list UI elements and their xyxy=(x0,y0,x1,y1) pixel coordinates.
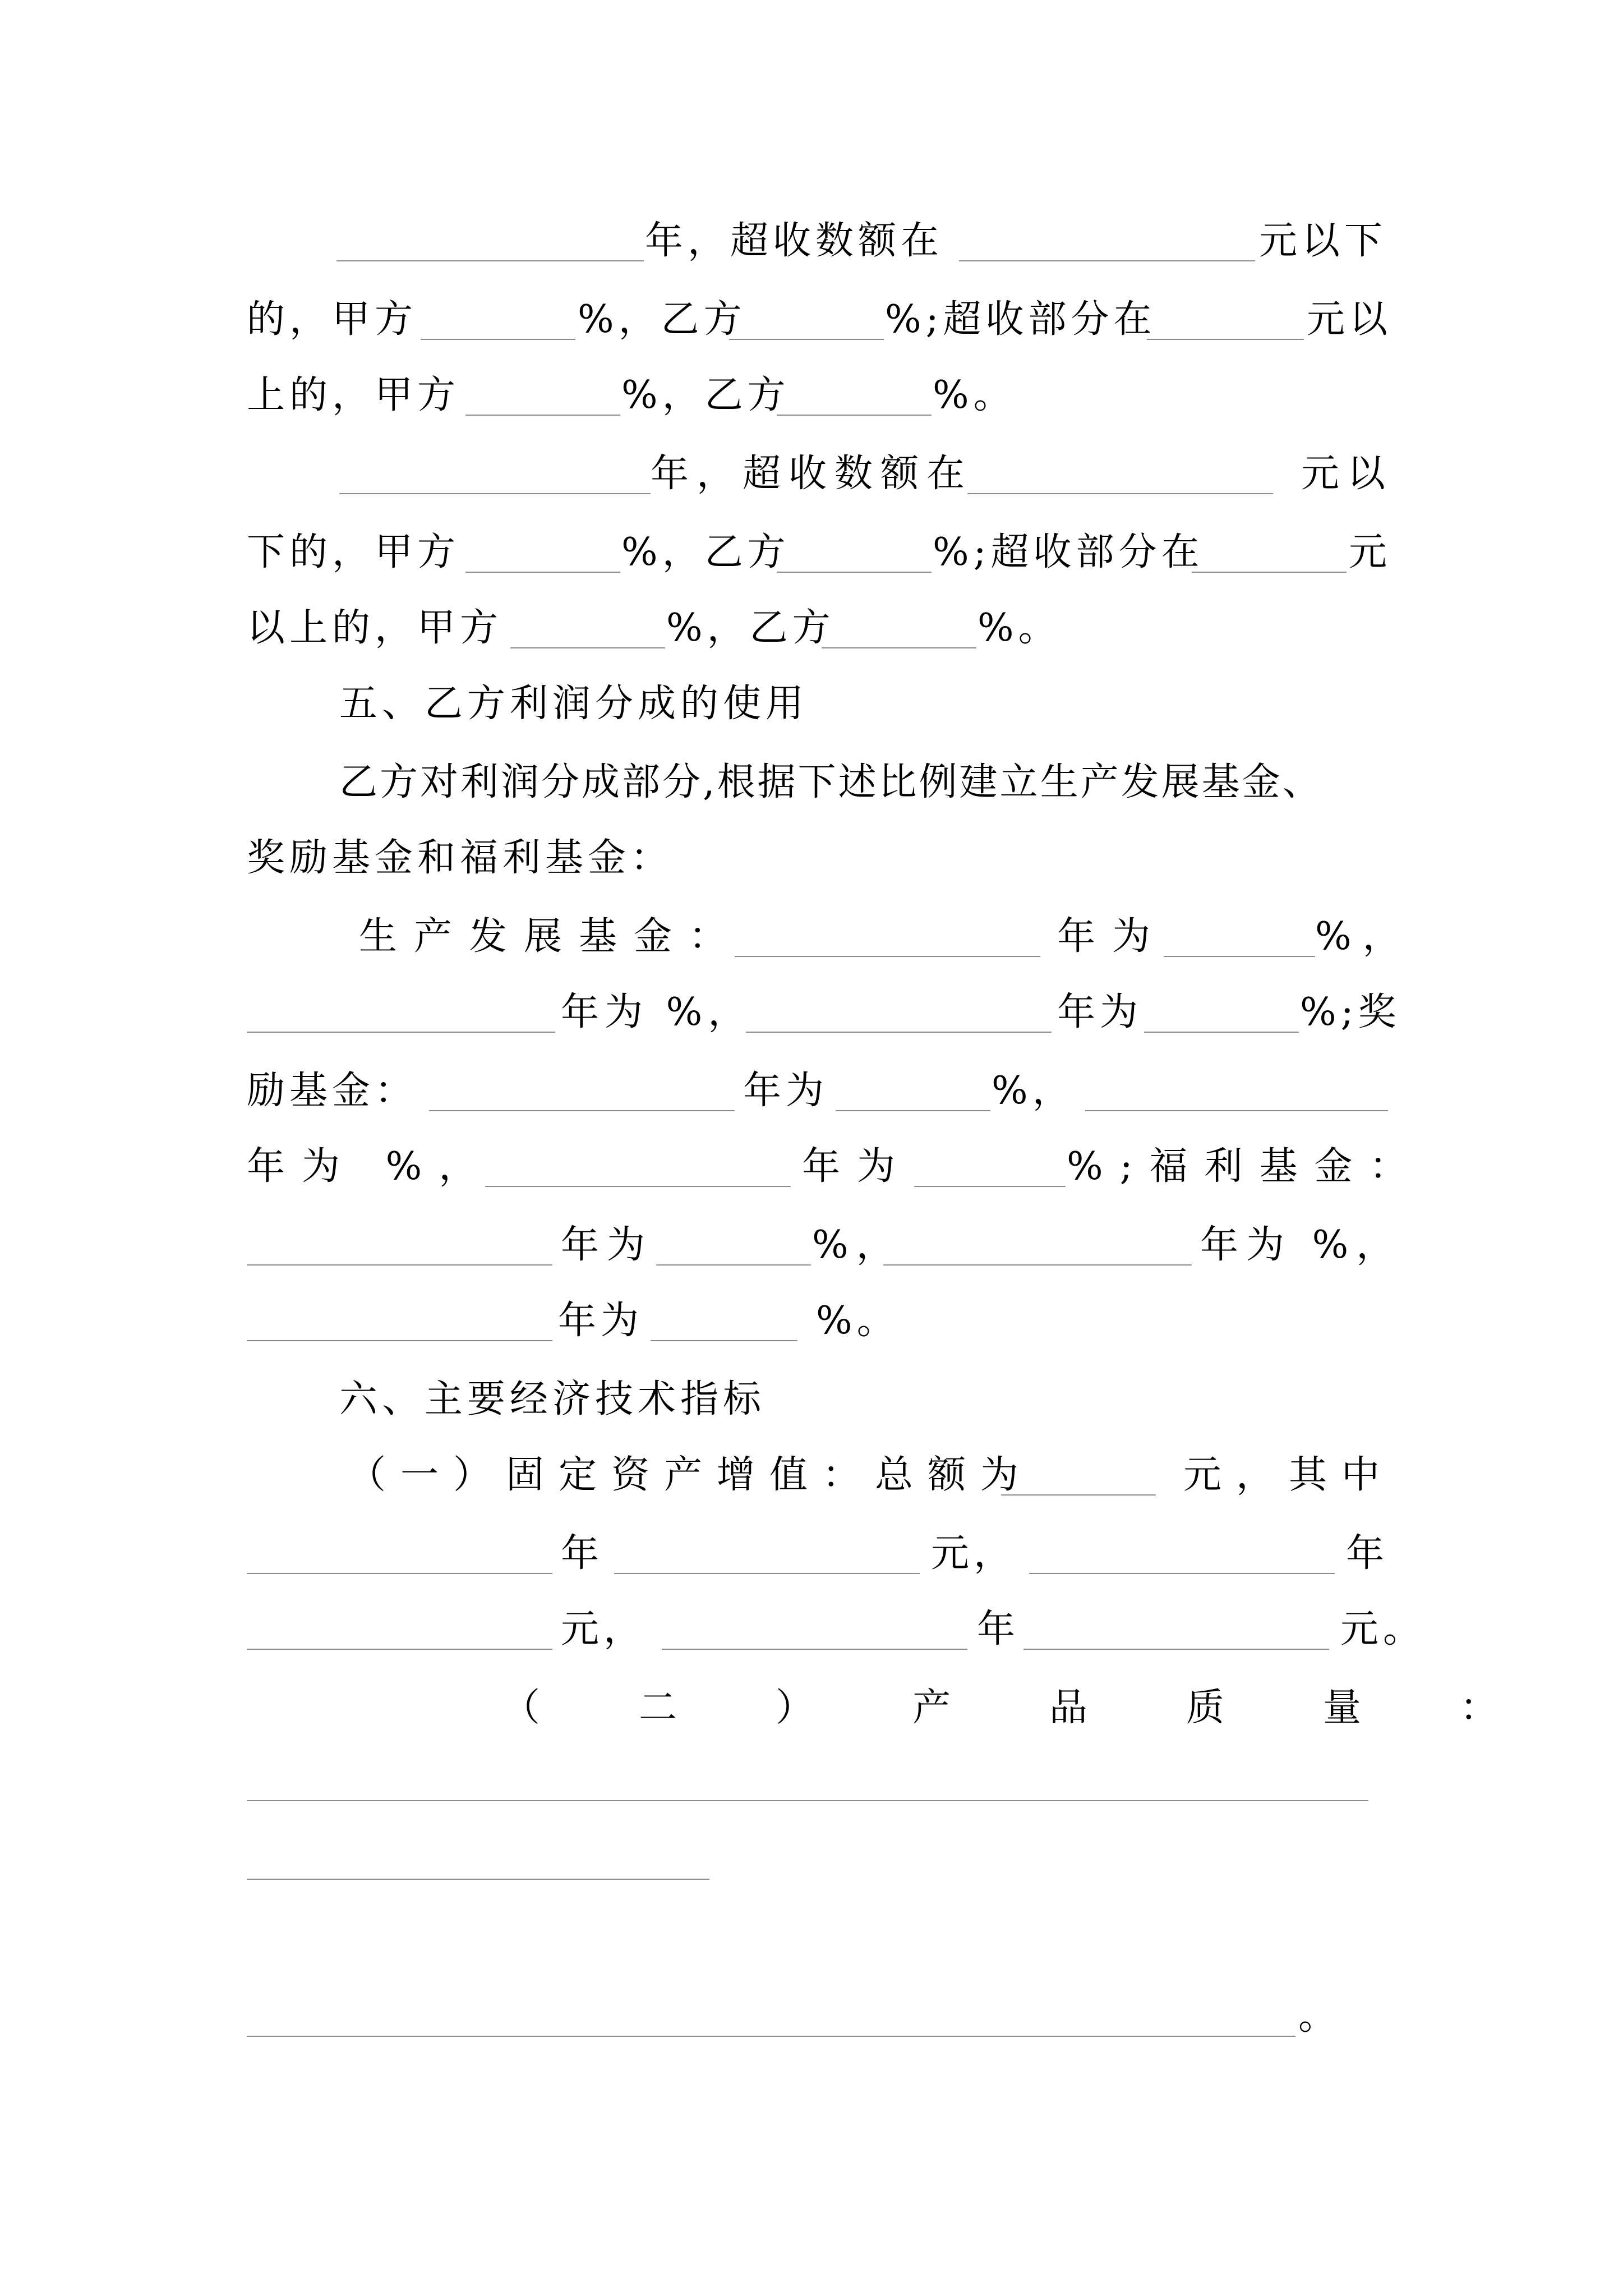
text-run: 上的，甲方 xyxy=(247,373,460,417)
answer-line[interactable] xyxy=(0,1826,729,1893)
text-run: %， xyxy=(1315,914,1412,959)
fill-blank[interactable] xyxy=(1085,1044,1388,1111)
fill-blank[interactable] xyxy=(247,1274,552,1341)
text-run: 励基金： xyxy=(247,1069,418,1113)
fill-blank[interactable] xyxy=(247,1812,709,1880)
fill-blank[interactable] xyxy=(1029,1507,1335,1574)
text-run: %。 xyxy=(933,373,1016,417)
fill-blank[interactable] xyxy=(777,348,932,416)
text-run: %， xyxy=(812,1223,902,1267)
text-run: 元，其中 xyxy=(1183,1453,1395,1497)
text-run: 。 xyxy=(1298,1994,1337,2039)
fill-blank[interactable] xyxy=(651,1274,797,1341)
fill-blank[interactable] xyxy=(656,1198,811,1266)
text-run: %， xyxy=(992,1069,1075,1113)
text-run: 年为 xyxy=(558,1299,644,1343)
fill-blank[interactable] xyxy=(883,1198,1192,1266)
text-run: 奖励基金和福利基金： xyxy=(247,836,674,880)
text-run: %。 xyxy=(978,606,1061,650)
text-run: 年为 xyxy=(561,1223,653,1267)
text-run: 乙方对利润分成部分,根据下述比例建立生产发展基金、 xyxy=(339,760,1323,804)
fill-blank[interactable] xyxy=(1144,965,1299,1033)
text-run: %;超收部分在 xyxy=(885,297,1156,342)
fill-blank[interactable] xyxy=(1001,1428,1156,1496)
fill-blank[interactable] xyxy=(485,1120,791,1187)
fill-blank[interactable] xyxy=(247,1970,1295,2037)
fill-blank[interactable] xyxy=(247,1734,1368,1801)
text-run: 下的，甲方 xyxy=(247,530,460,574)
fill-blank[interactable] xyxy=(1192,505,1347,573)
fill-blank[interactable] xyxy=(336,194,644,261)
fill-blank[interactable] xyxy=(247,1507,552,1574)
fill-blank[interactable] xyxy=(662,1582,967,1650)
fill-blank[interactable] xyxy=(510,581,665,648)
text-run: %;福利基金： xyxy=(1067,1144,1424,1189)
fill-blank[interactable] xyxy=(247,965,555,1033)
text-run: 的，甲方 xyxy=(247,297,418,342)
text-run: 年为 xyxy=(1057,990,1143,1034)
section-title: 六、主要经济技术指标 xyxy=(339,1377,766,1421)
text-run: 以上的，甲方 xyxy=(247,606,503,650)
text-run: 年 xyxy=(561,1531,600,1576)
text-run: 年，超收数额在 xyxy=(651,452,973,496)
text-run: 年为 xyxy=(743,1069,829,1113)
text-run: 年 xyxy=(1346,1531,1385,1576)
fill-blank[interactable] xyxy=(465,505,620,573)
fill-blank[interactable] xyxy=(914,1120,1066,1187)
text-run: %。 xyxy=(816,1299,900,1343)
text-run: 元以下 xyxy=(1259,219,1387,263)
answer-line[interactable] xyxy=(0,1747,1380,1815)
text-run: 元以 xyxy=(1301,452,1394,496)
text-run: 年，超收数额在 xyxy=(645,219,944,263)
fill-blank[interactable] xyxy=(247,1582,552,1650)
fill-blank[interactable] xyxy=(1023,1582,1329,1650)
fill-blank[interactable] xyxy=(959,194,1255,261)
fill-blank[interactable] xyxy=(967,427,1273,494)
fill-blank[interactable] xyxy=(1164,890,1315,957)
text-run: %，乙方 xyxy=(666,606,835,650)
fill-blank[interactable] xyxy=(777,505,932,573)
text-run: 年为 %， xyxy=(1200,1223,1403,1267)
text-run: 年为 xyxy=(802,1144,912,1189)
text-run: 元， xyxy=(931,1531,1017,1576)
text-run: （二）产品质量： xyxy=(502,1686,1597,1730)
text-run: %，乙方 xyxy=(621,530,790,574)
fill-blank[interactable] xyxy=(836,1044,990,1111)
fill-blank[interactable] xyxy=(421,273,575,340)
text-run: %，乙方 xyxy=(621,373,790,417)
fill-blank[interactable] xyxy=(339,427,651,494)
text-run: 元 xyxy=(1349,530,1392,574)
text-run: %;超收部分在 xyxy=(933,530,1204,574)
text-run: 元。 xyxy=(1340,1607,1426,1651)
text-run: 年为 %， xyxy=(247,1144,494,1189)
fill-blank[interactable] xyxy=(822,581,976,648)
text-run: %;奖 xyxy=(1300,990,1401,1034)
fill-blank[interactable] xyxy=(746,965,1052,1033)
fill-blank[interactable] xyxy=(247,1198,552,1266)
text-run: 元， xyxy=(561,1607,647,1651)
text-run: 生产发展基金： xyxy=(359,914,744,959)
fill-blank[interactable] xyxy=(1147,273,1304,340)
text-run: 年为 %， xyxy=(561,990,752,1034)
fill-blank[interactable] xyxy=(729,273,884,340)
text-run: 元以 xyxy=(1307,297,1393,342)
text-run: %，乙方 xyxy=(578,297,746,342)
section-title: 五、乙方利润分成的使用 xyxy=(339,682,809,726)
fill-blank[interactable] xyxy=(465,348,620,416)
fill-blank[interactable] xyxy=(735,890,1040,957)
fill-blank[interactable] xyxy=(429,1044,735,1111)
fill-blank[interactable] xyxy=(614,1507,920,1574)
text-run: （一）固定资产增值：总额为 xyxy=(348,1453,1034,1497)
text-run: 年 xyxy=(977,1607,1016,1651)
text-run: 年为 xyxy=(1057,914,1168,959)
